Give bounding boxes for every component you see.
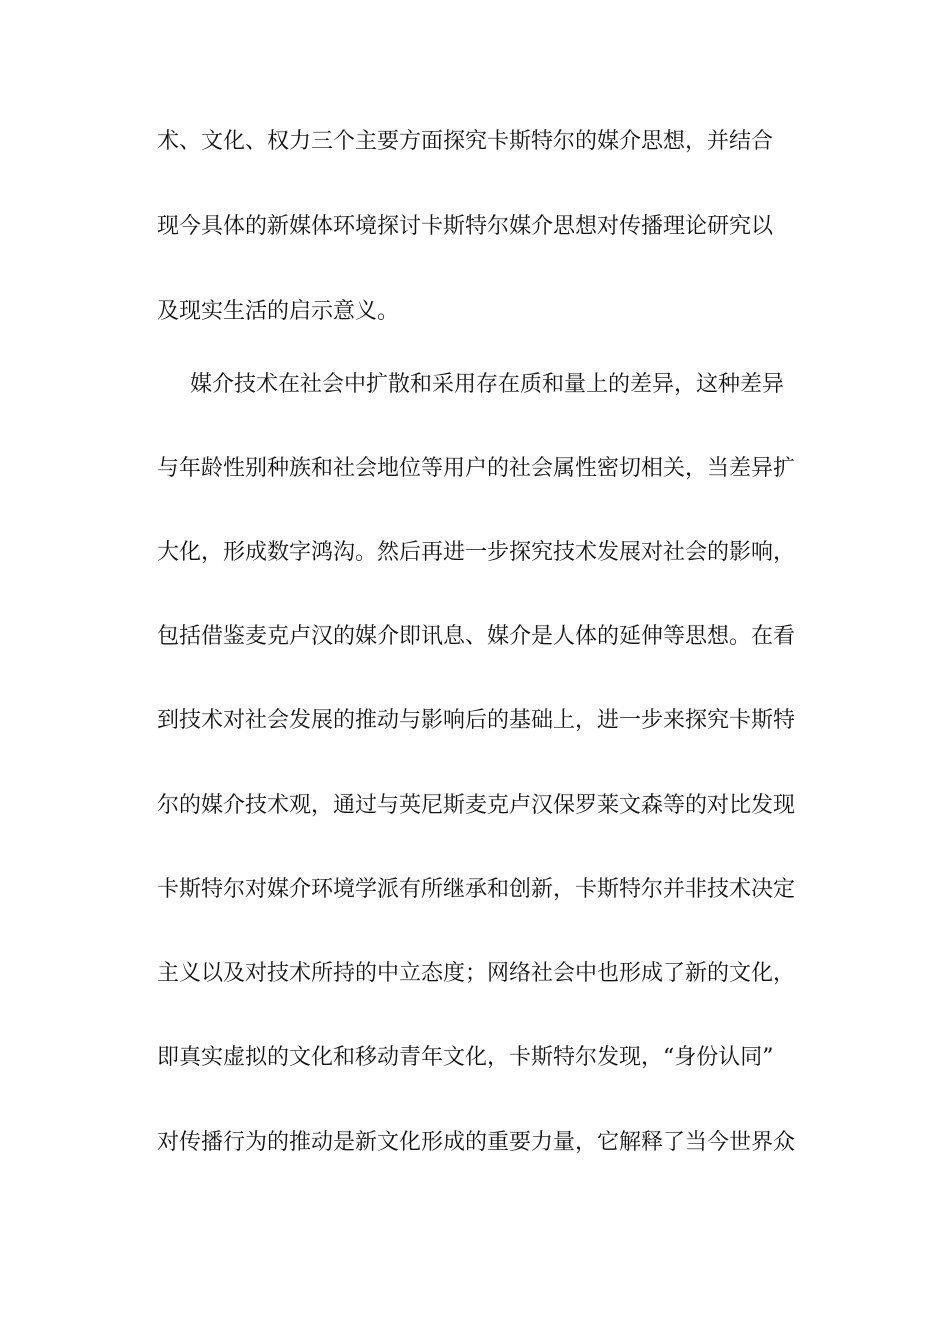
text-line: 到技术对社会发展的推动与影响后的基础上，进一步来探究卡斯特 [157, 708, 796, 733]
text-line: 包括借鉴麦克卢汉的媒介即讯息、媒介是人体的延伸等思想。在看 [157, 624, 796, 649]
text-line: 大化，形成数字鸿沟。然后再进一步探究技术发展对社会的影响， [157, 540, 796, 565]
text-line: 与年龄性别种族和社会地位等用户的社会属性密切相关，当差异扩 [157, 456, 796, 481]
text-line: 现今具体的新媒体环境探讨卡斯特尔媒介思想对传播理论研究以 [157, 214, 774, 239]
text-line: 主义以及对技术所持的中立态度；网络社会中也形成了新的文化， [157, 961, 796, 986]
text-line: 即真实虚拟的文化和移动青年文化，卡斯特尔发现，“身份认同” [157, 1045, 774, 1070]
text-line: 对传播行为的推动是新文化形成的重要力量，它解释了当今世界众 [157, 1130, 796, 1155]
text-line: 尔的媒介技术观，通过与英尼斯麦克卢汉保罗莱文森等的对比发现 [157, 793, 796, 818]
text-line: 卡斯特尔对媒介环境学派有所继承和创新，卡斯特尔并非技术决定 [157, 877, 796, 902]
text-line: 术、文化、权力三个主要方面探究卡斯特尔的媒介思想，并结合 [157, 129, 774, 154]
paragraph-first-line: 媒介技术在社会中扩散和采用存在质和量上的差异，这种差异 [190, 372, 785, 397]
text-line: 及现实生活的启示意义。 [157, 299, 400, 324]
